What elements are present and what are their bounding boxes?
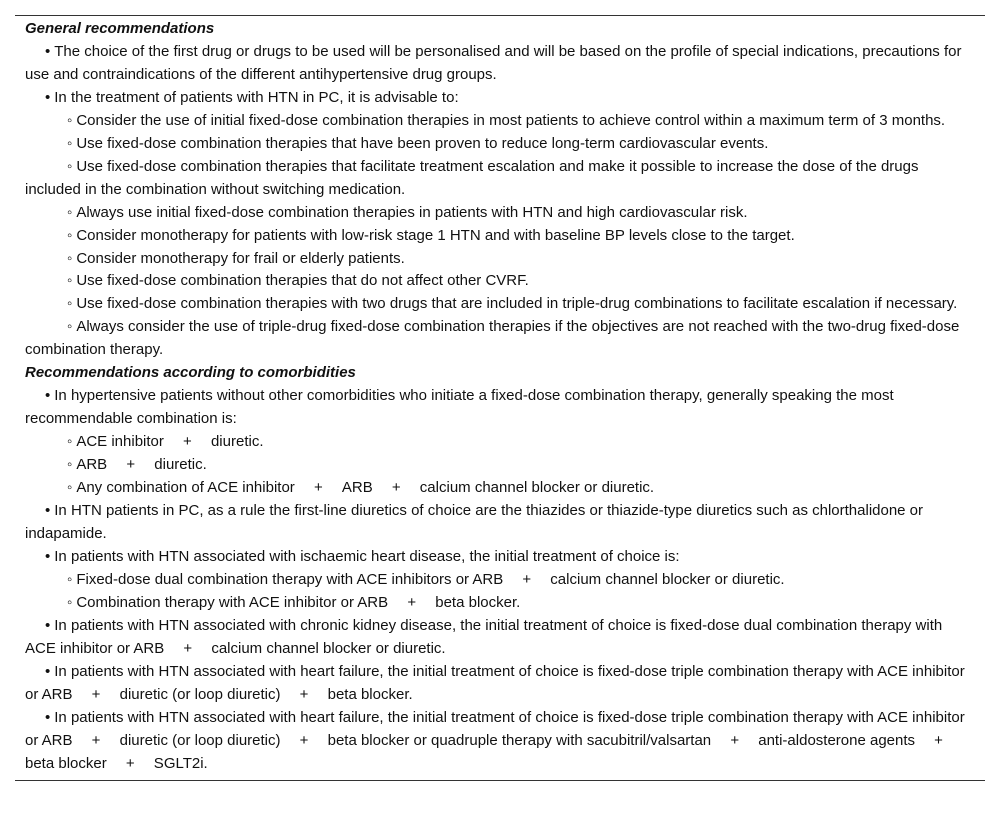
circle-bullet-icon: ◦ [67,570,73,588]
sub-list-item [15,293,985,316]
sub-list-item [15,454,985,477]
list-item-text: Use fixed-dose combination therapies that do not affect other CVRF. [76,272,529,290]
sub-list-item [15,248,985,271]
list-item-text: Consider monotherapy for patients with low-risk stage 1 HTN and with baseline BP levels close to the target. [76,226,795,244]
sub-list-item [15,156,985,202]
list-item-text: Combination therapy with ACE inhibitor or ARB + beta blocker. [76,593,521,611]
sub-list-item [15,592,985,615]
sub-list-item [15,202,985,225]
list-item [15,707,985,776]
circle-bullet-icon: ◦ [67,226,73,244]
circle-bullet-icon: ◦ [67,479,73,497]
sub-list-item [15,431,985,454]
circle-bullet-icon: ◦ [67,203,73,221]
bullet-icon: • [45,502,51,520]
list-item-text: ACE inhibitor + diuretic. [76,433,264,451]
list-item [15,661,985,707]
list-item-text: Always use initial fixed-dose combination therapies in patients with HTN and high cardiovascular risk. [76,203,748,221]
circle-bullet-icon: ◦ [67,318,73,336]
list-item-text: Consider the use of initial fixed-dose combination therapies in most patients to achieve control within a maximum term of 3 months. [76,111,946,129]
sub-list-item [15,569,985,592]
sub-list-item [15,477,985,500]
circle-bullet-icon: ◦ [67,111,73,129]
list-item-text: In patients with HTN associated with ischaemic heart disease, the initial treatment of choice is: [54,547,680,565]
bullet-icon: • [45,616,51,634]
list-item [15,500,985,546]
bullet-icon: • [45,708,51,726]
list-item-text: Any combination of ACE inhibitor + ARB + calcium channel blocker or diuretic. [76,479,655,497]
list-item [15,546,985,569]
list-item-text: Fixed-dose dual combination therapy with ACE inhibitors or ARB + calcium channel blocker or diuretic. [76,570,785,588]
circle-bullet-icon: ◦ [67,134,73,152]
list-item-text: In patients with HTN associated with heart failure, the initial treatment of choice is fixed-dose triple combination therapy with ACE inhibitor or ARB + diuretic (or loop diuretic) + beta blocker or quadruple therapy with sacubitril/valsartan + anti-aldosterone agents + beta blocker + SGLT2i. [25,708,965,772]
circle-bullet-icon: ◦ [67,249,73,267]
circle-bullet-icon: ◦ [67,456,73,474]
list-item [15,385,985,431]
list-item [15,87,985,110]
list-item-text: Always consider the use of triple-drug fixed-dose combination therapies if the objectives are not reached with the two-drug fixed-dose combination therapy. [25,318,960,359]
circle-bullet-icon: ◦ [67,593,73,611]
circle-bullet-icon: ◦ [67,272,73,290]
bullet-icon: • [45,387,51,405]
sub-list-item [15,270,985,293]
list-item-text: The choice of the first drug or drugs to be used will be personalised and will be based on the profile of special indications, precautions for use and contraindications of the different antihypertensive drug groups. [25,42,962,83]
list-item-text: In hypertensive patients without other comorbidities who initiate a fixed-dose combination therapy, generally speaking the most recommendable combination is: [25,387,894,428]
section-heading: Recommendations according to comorbidities [25,364,356,382]
list-item-text: ARB + diuretic. [76,456,207,474]
list-item [15,615,985,661]
bullet-icon: • [45,662,51,680]
circle-bullet-icon: ◦ [67,433,73,451]
sub-list-item [15,133,985,156]
section-heading: General recommendations [25,20,215,37]
sub-list-item [15,225,985,248]
list-item-text: Use fixed-dose combination therapies that have been proven to reduce long-term cardiovascular events. [76,134,769,152]
bullet-icon: • [45,547,51,565]
bullet-icon: • [45,88,51,106]
list-item-text: In HTN patients in PC, as a rule the first-line diuretics of choice are the thiazides or thiazide-type diuretics such as chlorthalidone or indapamide. [25,502,924,542]
recommendations-table [15,15,985,781]
sub-list-item [15,316,985,362]
bullet-icon: • [45,42,51,60]
circle-bullet-icon: ◦ [67,295,73,313]
list-item [15,41,985,87]
list-item-text: Use fixed-dose combination therapies with two drugs that are included in triple-drug combinations to facilitate escalation if necessary. [76,295,958,313]
list-item-text: In patients with HTN associated with heart failure, the initial treatment of choice is fixed-dose triple combination therapy with ACE inhibitor or ARB + diuretic (or loop diuretic) + beta blocker. [25,662,965,703]
list-item-text: In patients with HTN associated with chronic kidney disease, the initial treatment of choice is fixed-dose dual combination therapy with ACE inhibitor or ARB + calcium channel blocker or diuretic. [25,616,943,657]
list-item-text: Use fixed-dose combination therapies that facilitate treatment escalation and make it possible to increase the dose of the drugs included in the combination without switching medication. [25,157,919,198]
list-item-text: Consider monotherapy for frail or elderly patients. [76,249,405,267]
sub-list-item [15,110,985,133]
list-item-text: In the treatment of patients with HTN in PC, it is advisable to: [54,88,459,106]
circle-bullet-icon: ◦ [67,157,73,175]
